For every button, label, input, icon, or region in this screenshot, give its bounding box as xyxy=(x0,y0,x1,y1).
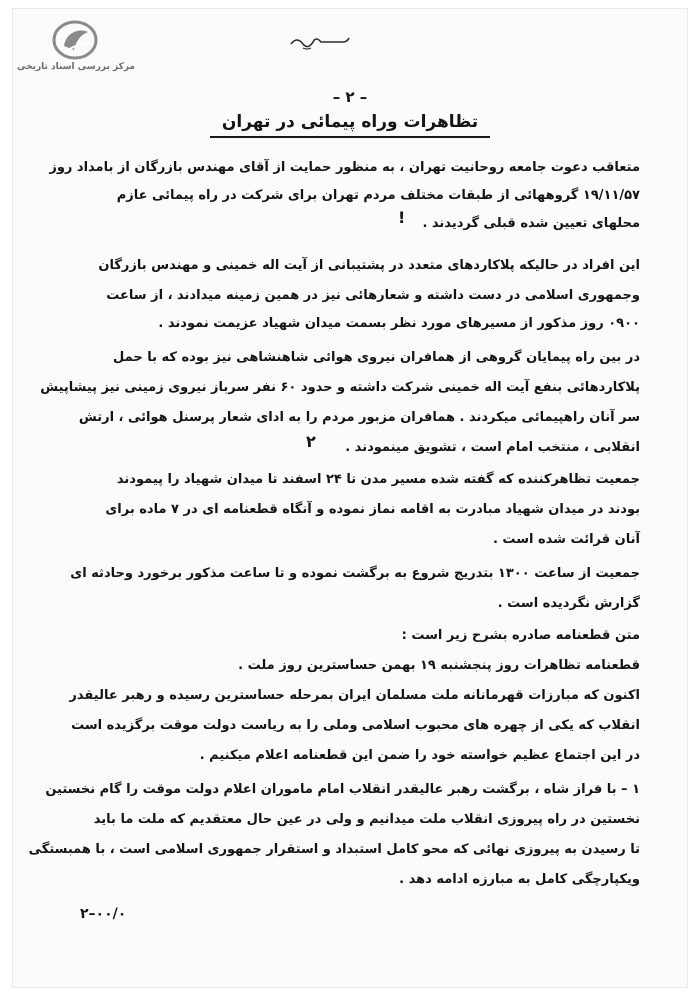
body-line: تا رسیدن به پیروزی نهائی که محو کامل استبداد و استقرار جمهوری اسلامی است ، با همبستگی xyxy=(28,842,640,857)
body-line: این افراد در حالیکه پلاکاردهای متعدد در پشتیبانی از آیت اله خمینی و مهندس بازرگان xyxy=(98,258,640,273)
body-line: در بین راه پیمایان گروهی از همافران نیروی هوائی شاهنشاهی نیز بوده که با حمل xyxy=(113,350,640,365)
handwritten-mark: ٢ xyxy=(306,432,316,451)
body-line: ۱ – با فراز شاه ، برگشت رهبر عالیقدر انقلاب امام ماموران اعلام دولت موقت را گام نخستین xyxy=(45,782,640,797)
classification-stamp xyxy=(285,28,355,54)
body-line: متن قطعنامه صادره بشرح زیر است : xyxy=(401,628,640,643)
body-line: قطعنامه تظاهرات روز پنجشنبه ۱۹ بهمن حساسترین روز ملت . xyxy=(238,658,640,673)
body-line: ۰۹۰۰ روز مذکور از مسیرهای مورد نظر بسمت میدان شهیاد عزیمت نمودند . xyxy=(158,316,640,331)
archive-emblem-icon xyxy=(52,20,98,60)
body-line: انقلابی ، منتخب امام است ، تشویق مینمودند . xyxy=(345,440,640,455)
body-line: آنان قرائت شده است . xyxy=(492,532,640,547)
body-line: پلاکاردهائی بنفع آیت اله خمینی شرکت داشته و حدود ۶۰ نفر سرباز نیروی زمینی نیز پیشاپیش xyxy=(40,380,640,395)
body-line: جمعیت از ساعت ۱۳۰۰ بتدریج شروع به برگشت نموده و تا ساعت مذکور برخورد وحادثه ای xyxy=(70,566,640,581)
body-line: سر آنان راهپیمائی میکردند . همافران مزبور مردم را به ادای شعار پرسنل هوائی ، ارتش xyxy=(78,410,640,425)
body-line: انقلاب که یکی از چهره های محبوب اسلامی وملی را به ریاست دولت موقت برگزیده است xyxy=(71,718,640,733)
body-line: گزارش نگردیده است . xyxy=(497,596,640,611)
body-line: نخستین در راه پیروزی انقلاب ملت میدانیم و ولی در عین حال معتقدیم که ملت ما باید xyxy=(93,812,640,827)
document-reference: ۲–۰۰/۰ xyxy=(80,906,127,922)
handwritten-mark: ! xyxy=(398,208,406,227)
document-page xyxy=(12,8,688,988)
document-title: تظاهرات وراه پیمائی در تهران xyxy=(221,112,479,132)
archive-logo-text: مرکز بررسی اسناد تاریخی xyxy=(16,62,136,72)
archive-logo xyxy=(12,20,140,84)
body-line: محلهای تعیین شده قبلی گردیدند . xyxy=(422,216,640,231)
body-line: اکنون که مبارزات قهرمانانه ملت مسلمان ایران بمرحله حساسترین رسیده و رهبر عالیقدر xyxy=(69,688,640,703)
body-line: وجمهوری اسلامی در دست داشته و شعارهائی نیز در همین زمینه میدادند ، از ساعت xyxy=(106,288,640,303)
body-line: ویکپارچگی کامل به مبارزه ادامه دهد . xyxy=(399,872,640,887)
page-number: – ۲ – xyxy=(332,88,368,106)
body-line: متعاقب دعوت جامعه روحانیت تهران ، به منظور حمایت از آقای مهندس بازرگان از بامداد روز xyxy=(49,160,640,175)
body-line: در این اجتماع عظیم خواسته خود را ضمن این قطعنامه اعلام میکنیم . xyxy=(199,748,640,763)
body-line: جمعیت تظاهرکننده که گفته شده مسیر مدن تا ۲۴ اسفند تا میدان شهیاد را پیمودند xyxy=(116,472,640,487)
body-line: ۱۹/۱۱/۵۷ گروههائی از طبقات مختلف مردم تهران برای شرکت در راه پیمائی عازم xyxy=(116,188,640,203)
title-underline xyxy=(210,136,490,138)
body-line: بودند در میدان شهیاد مبادرت به اقامه نماز نموده و آنگاه قطعنامه ای در ۷ ماده برای xyxy=(105,502,640,517)
